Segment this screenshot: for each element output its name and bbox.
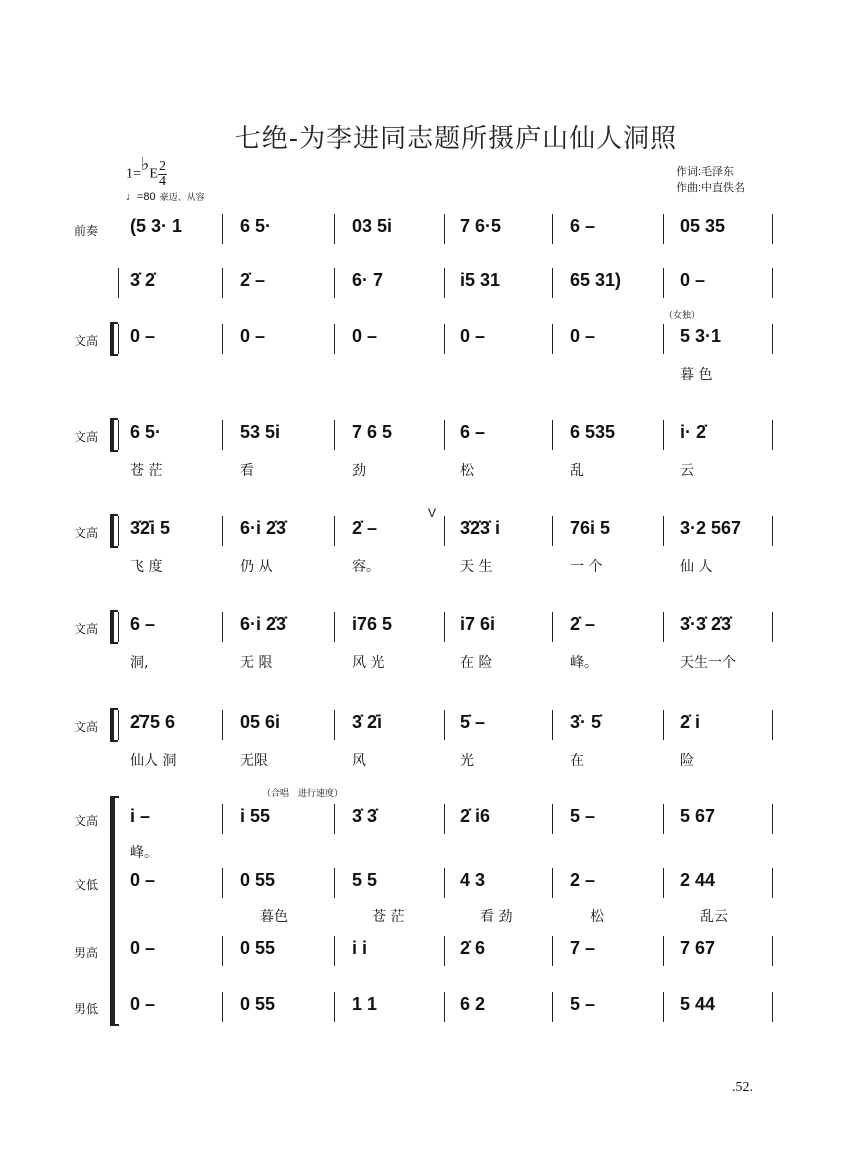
barline <box>334 992 335 1022</box>
barline <box>118 516 119 546</box>
measure: 0 55 <box>240 870 276 890</box>
lyric: 乱云 <box>700 909 728 925</box>
measure: 0 – <box>130 994 156 1014</box>
lyric: 风 光 <box>352 655 385 671</box>
barline <box>552 516 553 546</box>
barline <box>334 936 335 966</box>
lyric: 看 劲 <box>480 909 513 925</box>
measure: 05 6i <box>240 712 281 732</box>
key-signature <box>126 153 167 189</box>
lyric: 风 <box>352 753 366 769</box>
key-prefix: 1= <box>126 166 141 182</box>
barline <box>334 420 335 450</box>
measure: 3̇ 2̇ <box>130 270 156 290</box>
barline <box>663 992 664 1022</box>
measure: 3̇ 3̇ <box>352 806 378 826</box>
lyric: 无限 <box>240 753 268 769</box>
lyric: 飞 度 <box>130 559 163 575</box>
lyric: 无 限 <box>240 655 273 671</box>
page-number: .52. <box>732 1080 753 1095</box>
measure: (5 3· 1 <box>130 216 183 236</box>
barline <box>663 420 664 450</box>
tempo-description: 豪迈、从容 <box>159 192 205 202</box>
lyric: 暮色 <box>260 909 288 925</box>
tempo-marking <box>126 190 205 203</box>
measure: i – <box>130 806 151 826</box>
barline <box>663 936 664 966</box>
barline <box>222 516 223 546</box>
barline <box>444 420 445 450</box>
measure: 2̇ i6 <box>460 806 491 826</box>
barline <box>552 420 553 450</box>
measure: 7 – <box>570 938 596 958</box>
lyric: 松 <box>590 909 604 925</box>
barline <box>118 420 119 450</box>
barline <box>663 612 664 642</box>
measure: 5 67 <box>680 806 716 826</box>
lyric: 松 <box>460 463 474 479</box>
measure: 5̇ – <box>460 712 486 732</box>
barline <box>444 936 445 966</box>
measure: 6·i 2̇3̇ <box>240 614 287 634</box>
lyric: 洞, <box>130 655 149 671</box>
barline <box>552 936 553 966</box>
measure: 2̇ – <box>352 518 378 538</box>
measure: 5 – <box>570 994 596 1014</box>
lyric: 苍 茫 <box>372 909 405 925</box>
measure: 3̇ 2̇i <box>352 712 383 732</box>
time-numerator: 2 <box>158 159 166 174</box>
barline <box>444 710 445 740</box>
barline <box>772 268 773 298</box>
measure: 3·2 567 <box>680 518 742 538</box>
measure: 0 – <box>130 326 156 346</box>
barline <box>772 420 773 450</box>
lyric: 看 <box>240 463 254 479</box>
barline <box>772 936 773 966</box>
measure: 5 3·1 <box>680 326 722 346</box>
choir-brace <box>110 796 115 1026</box>
lyric: 险 <box>680 753 694 769</box>
barline <box>118 710 119 740</box>
credits <box>676 164 745 196</box>
measure: 2̇75 6 <box>130 712 176 732</box>
barline <box>118 268 119 298</box>
measure: 0 – <box>570 326 596 346</box>
barline <box>772 804 773 834</box>
barline <box>334 612 335 642</box>
barline <box>552 710 553 740</box>
barline <box>444 804 445 834</box>
time-denominator: 4 <box>158 174 166 189</box>
part-label: 文高 <box>73 526 98 540</box>
measure: 6 5· <box>130 422 162 442</box>
measure: 0 55 <box>240 938 276 958</box>
barline <box>222 804 223 834</box>
annotation: （女独） <box>664 310 701 320</box>
measure: 76i 5 <box>570 518 611 538</box>
part-label: 前奏 <box>73 224 98 238</box>
barline <box>444 992 445 1022</box>
lyric: 天 生 <box>460 559 493 575</box>
measure: 0 – <box>460 326 486 346</box>
barline <box>772 868 773 898</box>
part-label: 男低 <box>73 1002 98 1016</box>
part-label: 文高 <box>73 814 98 828</box>
barline <box>663 324 664 354</box>
part-label: 文低 <box>73 878 98 892</box>
measure: 3̇·3̇ 2̇3̇ <box>680 614 732 634</box>
composer: 作曲:中直佚名 <box>676 182 746 194</box>
lyric: 在 险 <box>460 655 493 671</box>
lyric: 容。 <box>352 559 380 575</box>
barline <box>334 324 335 354</box>
barline <box>222 710 223 740</box>
measure: 5 – <box>570 806 596 826</box>
breath-mark: V <box>428 506 437 520</box>
measure: 0 55 <box>240 994 276 1014</box>
lyric: 云 <box>680 463 694 479</box>
measure: 53 5i <box>240 422 281 442</box>
barline <box>552 214 553 244</box>
measure: 5 44 <box>680 994 716 1014</box>
measure: 2 – <box>570 870 596 890</box>
lyric: 峰。 <box>130 845 158 861</box>
barline <box>663 868 664 898</box>
lyric: 苍 茫 <box>130 463 163 479</box>
barline <box>334 214 335 244</box>
part-label: 文高 <box>73 720 98 734</box>
measure: 2̇ – <box>570 614 596 634</box>
measure: 2̇ i <box>680 712 701 732</box>
barline <box>222 612 223 642</box>
barline <box>772 214 773 244</box>
measure: 6 5· <box>240 216 272 236</box>
barline <box>663 804 664 834</box>
staff-brace <box>110 708 114 742</box>
barline <box>772 324 773 354</box>
barline <box>772 612 773 642</box>
lyric: 仙 人 <box>680 559 713 575</box>
barline <box>663 268 664 298</box>
measure: 6 535 <box>570 422 616 442</box>
staff-brace <box>110 514 114 548</box>
measure: 03 5i <box>352 216 393 236</box>
lyric: 峰。 <box>570 655 598 671</box>
barline <box>552 268 553 298</box>
barline <box>444 516 445 546</box>
barline <box>334 268 335 298</box>
measure: 5 5 <box>352 870 378 890</box>
lyric: 在 <box>570 753 584 769</box>
quarter-note-icon: ♩ <box>126 191 137 203</box>
measure: 6· 7 <box>352 270 384 290</box>
measure: 05 35 <box>680 216 726 236</box>
part-label: 文高 <box>73 334 98 348</box>
barline <box>444 268 445 298</box>
staff-brace <box>110 418 114 452</box>
barline <box>772 710 773 740</box>
barline <box>334 804 335 834</box>
measure: i76 5 <box>352 614 393 634</box>
barline <box>222 936 223 966</box>
part-label: 男高 <box>73 946 98 960</box>
measure: i i <box>352 938 368 958</box>
barline <box>222 868 223 898</box>
lyric: 天生一个 <box>680 655 736 671</box>
song-title: 七绝-为李进同志题所摄庐山仙人洞照 <box>234 124 678 154</box>
measure: 7 67 <box>680 938 716 958</box>
lyricist: 作词:毛泽东 <box>676 166 735 178</box>
measure: 7 6 5 <box>352 422 393 442</box>
lyric: 暮 色 <box>680 367 713 383</box>
barline <box>222 214 223 244</box>
measure: 0 – <box>130 870 156 890</box>
measure: 2 44 <box>680 870 716 890</box>
measure: 7 6·5 <box>460 216 502 236</box>
barline <box>552 324 553 354</box>
measure: 2̇ 6 <box>460 938 486 958</box>
measure: 3̇2̇3̇ i <box>460 518 501 538</box>
barline <box>552 868 553 898</box>
measure: 0 – <box>352 326 378 346</box>
measure: 3̇· 5̇ <box>570 712 602 732</box>
barline <box>552 804 553 834</box>
barline <box>772 992 773 1022</box>
measure: 2̇ – <box>240 270 266 290</box>
barline <box>118 612 119 642</box>
barline <box>334 516 335 546</box>
measure: 3̇2̇i 5 <box>130 518 171 538</box>
barline <box>444 612 445 642</box>
measure: i5 31 <box>460 270 501 290</box>
lyric: 一 个 <box>570 559 603 575</box>
measure: 4 3 <box>460 870 486 890</box>
lyric: 仍 从 <box>240 559 273 575</box>
measure: 6·i 2̇3̇ <box>240 518 287 538</box>
tempo-value: =80 <box>137 191 156 203</box>
lyric: 劲 <box>352 463 366 479</box>
measure: 0 – <box>130 938 156 958</box>
part-label: 文高 <box>73 430 98 444</box>
flat-icon: ♭ <box>140 153 150 174</box>
measure: 6 – <box>570 216 596 236</box>
barline <box>552 992 553 1022</box>
barline <box>772 516 773 546</box>
part-label: 文高 <box>73 622 98 636</box>
measure: 6 – <box>130 614 156 634</box>
measure: 65 31) <box>570 270 622 290</box>
lyric: 乱 <box>570 463 584 479</box>
barline <box>222 324 223 354</box>
lyric: 仙人 洞 <box>130 753 177 769</box>
measure: 0 – <box>240 326 266 346</box>
barline <box>118 324 119 354</box>
barline <box>663 710 664 740</box>
barline <box>222 992 223 1022</box>
measure: 6 2 <box>460 994 486 1014</box>
measure: 0 – <box>680 270 706 290</box>
barline <box>222 268 223 298</box>
barline <box>334 710 335 740</box>
barline <box>663 214 664 244</box>
staff-brace <box>110 322 114 356</box>
measure: i 55 <box>240 806 271 826</box>
barline <box>444 324 445 354</box>
barline <box>222 420 223 450</box>
measure: 1 1 <box>352 994 378 1014</box>
time-signature <box>158 160 167 189</box>
measure: i7 6i <box>460 614 496 634</box>
barline <box>663 516 664 546</box>
measure: 6 – <box>460 422 486 442</box>
measure: i· 2̇ <box>680 422 707 442</box>
barline <box>334 868 335 898</box>
barline <box>444 214 445 244</box>
key-note: E <box>149 166 158 182</box>
barline <box>552 612 553 642</box>
annotation: （合唱 进行速度） <box>262 788 344 798</box>
barline <box>444 868 445 898</box>
lyric: 光 <box>460 753 474 769</box>
staff-brace <box>110 610 114 644</box>
